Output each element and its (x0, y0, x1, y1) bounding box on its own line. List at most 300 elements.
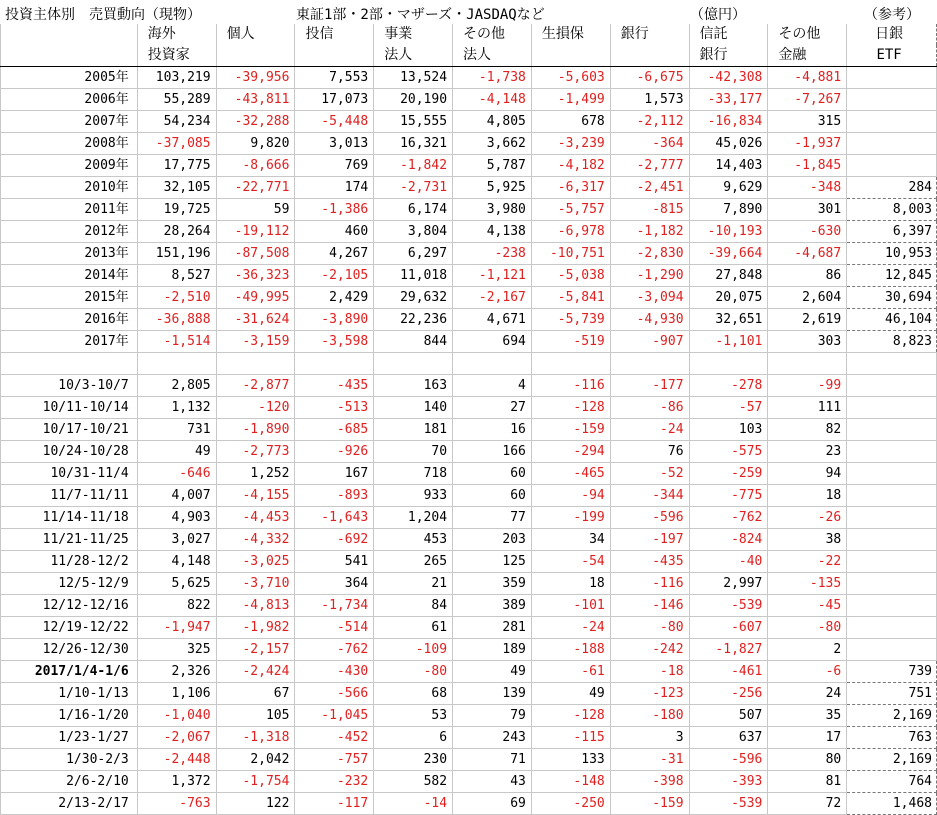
value-cell: -1,947 (137, 617, 216, 639)
value-cell: -513 (295, 397, 374, 419)
value-cell: -364 (610, 133, 689, 155)
value-cell: -5,603 (531, 67, 610, 89)
value-cell: 29,632 (374, 287, 453, 309)
value-cell: 76 (610, 441, 689, 463)
value-cell: -1,121 (453, 265, 532, 287)
empty-cell (610, 353, 689, 375)
value-cell: 4,671 (453, 309, 532, 331)
value-cell: -344 (610, 485, 689, 507)
value-cell: -24 (531, 617, 610, 639)
value-cell: -519 (531, 331, 610, 353)
value-cell: 3,027 (137, 529, 216, 551)
unit-label: （億円） (690, 7, 746, 23)
value-cell: 2,997 (689, 573, 768, 595)
value-cell: -242 (610, 639, 689, 661)
value-cell: -893 (295, 485, 374, 507)
header-row (1, 45, 937, 67)
value-cell: 19,725 (137, 199, 216, 221)
value-cell: 23 (768, 441, 847, 463)
value-cell: -109 (374, 639, 453, 661)
value-cell: -4,148 (453, 89, 532, 111)
value-cell: 5,787 (453, 155, 532, 177)
value-cell: -7,267 (768, 89, 847, 111)
value-cell: -4,881 (768, 67, 847, 89)
value-cell: -16,834 (689, 111, 768, 133)
etf-cell (847, 639, 937, 661)
value-cell: 103,219 (137, 67, 216, 89)
value-cell: 6,174 (374, 199, 453, 221)
empty-cell (1, 353, 138, 375)
value-cell: 1,252 (216, 463, 295, 485)
value-cell: 34 (531, 529, 610, 551)
value-cell: 389 (453, 595, 532, 617)
empty-cell (216, 353, 295, 375)
value-cell: -6,978 (531, 221, 610, 243)
value-cell: -1,738 (453, 67, 532, 89)
value-cell: 4 (453, 375, 532, 397)
value-cell: 844 (374, 331, 453, 353)
value-cell: -3,890 (295, 309, 374, 331)
value-cell: -5,841 (531, 287, 610, 309)
value-cell: -61 (531, 661, 610, 683)
value-cell: -1,734 (295, 595, 374, 617)
value-cell: -159 (610, 793, 689, 815)
value-cell: -3,159 (216, 331, 295, 353)
value-cell: -101 (531, 595, 610, 617)
value-cell: -3,094 (610, 287, 689, 309)
value-cell: 7,890 (689, 199, 768, 221)
value-cell: -199 (531, 507, 610, 529)
value-cell: 2,604 (768, 287, 847, 309)
row-label: 10/31-11/4 (1, 463, 138, 485)
value-cell: 582 (374, 771, 453, 793)
value-cell: -5,757 (531, 199, 610, 221)
table-row (1, 529, 937, 551)
value-cell: -685 (295, 419, 374, 441)
value-cell: -1,101 (689, 331, 768, 353)
value-cell: 166 (453, 441, 532, 463)
row-label: 2017年 (1, 331, 138, 353)
value-cell: 32,651 (689, 309, 768, 331)
value-cell: -19,112 (216, 221, 295, 243)
column-header (216, 45, 295, 67)
value-cell: 3,980 (453, 199, 532, 221)
row-label: 1/10-1/13 (1, 683, 138, 705)
row-label: 10/11-10/14 (1, 397, 138, 419)
value-cell: -80 (610, 617, 689, 639)
table-row (1, 199, 937, 221)
value-cell: 731 (137, 419, 216, 441)
value-cell: 68 (374, 683, 453, 705)
row-label: 2005年 (1, 67, 138, 89)
value-cell: 81 (768, 771, 847, 793)
value-cell: -1,827 (689, 639, 768, 661)
value-cell: 71 (453, 749, 532, 771)
value-cell: 61 (374, 617, 453, 639)
etf-cell (847, 573, 937, 595)
value-cell: 315 (768, 111, 847, 133)
value-cell: 2,042 (216, 749, 295, 771)
etf-cell (847, 595, 937, 617)
value-cell: 22,236 (374, 309, 453, 331)
value-cell: -2,451 (610, 177, 689, 199)
value-cell: -135 (768, 573, 847, 595)
value-cell: -539 (689, 595, 768, 617)
value-cell: -5,739 (531, 309, 610, 331)
etf-cell (847, 441, 937, 463)
value-cell: -2,830 (610, 243, 689, 265)
table-row (1, 397, 937, 419)
value-cell: -31,624 (216, 309, 295, 331)
column-header: ETF (847, 45, 937, 67)
etf-cell: 284 (847, 177, 937, 199)
column-header (1, 45, 138, 67)
value-cell: -926 (295, 441, 374, 463)
table-row (1, 155, 937, 177)
value-cell: -4,155 (216, 485, 295, 507)
value-cell: -4,687 (768, 243, 847, 265)
empty-cell (768, 353, 847, 375)
value-cell: -117 (295, 793, 374, 815)
value-cell: -4,182 (531, 155, 610, 177)
value-cell: -180 (610, 705, 689, 727)
value-cell: 77 (453, 507, 532, 529)
value-cell: 86 (768, 265, 847, 287)
value-cell: 140 (374, 397, 453, 419)
table-row (1, 705, 937, 727)
value-cell: -757 (295, 749, 374, 771)
row-label: 2/13-2/17 (1, 793, 138, 815)
row-label: 2013年 (1, 243, 138, 265)
table-row (1, 617, 937, 639)
spacer-row (1, 353, 937, 375)
value-cell: -2,877 (216, 375, 295, 397)
row-label: 11/28-12/2 (1, 551, 138, 573)
value-cell: -2,067 (137, 727, 216, 749)
value-cell: 17 (768, 727, 847, 749)
value-cell: -824 (689, 529, 768, 551)
value-cell: 54,234 (137, 111, 216, 133)
etf-cell: 764 (847, 771, 937, 793)
value-cell: 28,264 (137, 221, 216, 243)
etf-cell (847, 617, 937, 639)
value-cell: -575 (689, 441, 768, 463)
value-cell: -123 (610, 683, 689, 705)
value-cell: -630 (768, 221, 847, 243)
etf-cell: 1,468 (847, 793, 937, 815)
etf-cell: 12,845 (847, 265, 937, 287)
value-cell: -238 (453, 243, 532, 265)
table-row (1, 287, 937, 309)
value-cell: -2,510 (137, 287, 216, 309)
etf-cell: 8,823 (847, 331, 937, 353)
value-cell: -45 (768, 595, 847, 617)
value-cell: -33,177 (689, 89, 768, 111)
column-header: 個人 (216, 24, 295, 45)
value-cell: -763 (137, 793, 216, 815)
value-cell: -32,288 (216, 111, 295, 133)
value-cell: -4,453 (216, 507, 295, 529)
value-cell: 359 (453, 573, 532, 595)
value-cell: 174 (295, 177, 374, 199)
row-label: 10/3-10/7 (1, 375, 138, 397)
etf-cell (847, 89, 937, 111)
value-cell: -6,317 (531, 177, 610, 199)
value-cell: -2,167 (453, 287, 532, 309)
table-row (1, 133, 937, 155)
value-cell: 15,555 (374, 111, 453, 133)
value-cell: 9,629 (689, 177, 768, 199)
value-cell: -54 (531, 551, 610, 573)
value-cell: -348 (768, 177, 847, 199)
column-header: 銀行 (610, 24, 689, 45)
value-cell: 2 (768, 639, 847, 661)
row-label: 11/14-11/18 (1, 507, 138, 529)
etf-cell: 739 (847, 661, 937, 683)
value-cell: -197 (610, 529, 689, 551)
empty-cell (374, 353, 453, 375)
value-cell: 303 (768, 331, 847, 353)
table-row (1, 573, 937, 595)
column-header (531, 45, 610, 67)
empty-cell (531, 353, 610, 375)
value-cell: 53 (374, 705, 453, 727)
value-cell: -514 (295, 617, 374, 639)
value-cell: -259 (689, 463, 768, 485)
etf-cell (847, 419, 937, 441)
table-row (1, 89, 937, 111)
value-cell: 45,026 (689, 133, 768, 155)
value-cell: 151,196 (137, 243, 216, 265)
value-cell: -120 (216, 397, 295, 419)
value-cell: 49 (531, 683, 610, 705)
value-cell: -2,112 (610, 111, 689, 133)
value-cell: 265 (374, 551, 453, 573)
etf-cell: 30,694 (847, 287, 937, 309)
etf-cell (847, 507, 937, 529)
column-header: 信託 (689, 24, 768, 45)
value-cell: 189 (453, 639, 532, 661)
investor-flow-table (0, 24, 937, 815)
value-cell: -1,937 (768, 133, 847, 155)
value-cell: -177 (610, 375, 689, 397)
column-header: 法人 (453, 45, 532, 67)
value-cell: -146 (610, 595, 689, 617)
value-cell: 20,190 (374, 89, 453, 111)
value-cell: 6,297 (374, 243, 453, 265)
value-cell: -461 (689, 661, 768, 683)
value-cell: 79 (453, 705, 532, 727)
etf-cell (847, 529, 937, 551)
value-cell: -398 (610, 771, 689, 793)
value-cell: -116 (610, 573, 689, 595)
value-cell: -3,025 (216, 551, 295, 573)
value-cell: 822 (137, 595, 216, 617)
value-cell: -4,813 (216, 595, 295, 617)
value-cell: 364 (295, 573, 374, 595)
value-cell: -8,666 (216, 155, 295, 177)
value-cell: -18 (610, 661, 689, 683)
value-cell: -1,499 (531, 89, 610, 111)
value-cell: -815 (610, 199, 689, 221)
value-cell: -1,045 (295, 705, 374, 727)
value-cell: 13,524 (374, 67, 453, 89)
row-label: 10/24-10/28 (1, 441, 138, 463)
value-cell: -607 (689, 617, 768, 639)
value-cell: 17,073 (295, 89, 374, 111)
value-cell: -2,105 (295, 265, 374, 287)
value-cell: -86 (610, 397, 689, 419)
row-label: 10/17-10/21 (1, 419, 138, 441)
value-cell: 27 (453, 397, 532, 419)
table-row (1, 771, 937, 793)
header-row (1, 24, 937, 45)
etf-cell: 2,169 (847, 749, 937, 771)
value-cell: -128 (531, 705, 610, 727)
row-label: 2016年 (1, 309, 138, 331)
row-label: 2015年 (1, 287, 138, 309)
row-label: 2/6-2/10 (1, 771, 138, 793)
value-cell: 637 (689, 727, 768, 749)
value-cell: 49 (453, 661, 532, 683)
column-header: 投資家 (137, 45, 216, 67)
value-cell: 111 (768, 397, 847, 419)
value-cell: 1,573 (610, 89, 689, 111)
value-cell: -435 (295, 375, 374, 397)
table-row (1, 67, 937, 89)
value-cell: 301 (768, 199, 847, 221)
value-cell: 139 (453, 683, 532, 705)
value-cell: -116 (531, 375, 610, 397)
etf-cell: 8,003 (847, 199, 937, 221)
value-cell: -22 (768, 551, 847, 573)
table-row (1, 221, 937, 243)
column-header: 海外 (137, 24, 216, 45)
table-row (1, 243, 937, 265)
row-label: 2010年 (1, 177, 138, 199)
etf-cell: 10,953 (847, 243, 937, 265)
value-cell: -2,157 (216, 639, 295, 661)
value-cell: -762 (295, 639, 374, 661)
value-cell: 1,106 (137, 683, 216, 705)
value-cell: 60 (453, 463, 532, 485)
table-row (1, 265, 937, 287)
value-cell: -430 (295, 661, 374, 683)
value-cell: -775 (689, 485, 768, 507)
column-header: 金融 (768, 45, 847, 67)
value-cell: -1,754 (216, 771, 295, 793)
value-cell: -4,332 (216, 529, 295, 551)
value-cell: -5,448 (295, 111, 374, 133)
value-cell: -99 (768, 375, 847, 397)
value-cell: -1,040 (137, 705, 216, 727)
value-cell: -294 (531, 441, 610, 463)
value-cell: -39,956 (216, 67, 295, 89)
value-cell: -1,386 (295, 199, 374, 221)
row-label: 11/21-11/25 (1, 529, 138, 551)
value-cell: 133 (531, 749, 610, 771)
column-header: その他 (453, 24, 532, 45)
value-cell: -94 (531, 485, 610, 507)
value-cell: 55,289 (137, 89, 216, 111)
table-row (1, 683, 937, 705)
value-cell: 933 (374, 485, 453, 507)
value-cell: 11,018 (374, 265, 453, 287)
etf-cell: 751 (847, 683, 937, 705)
table-row (1, 419, 937, 441)
value-cell: 59 (216, 199, 295, 221)
etf-cell (847, 485, 937, 507)
row-label: 2008年 (1, 133, 138, 155)
value-cell: 105 (216, 705, 295, 727)
empty-cell (137, 353, 216, 375)
etf-cell (847, 155, 937, 177)
table-row (1, 727, 937, 749)
row-label: 2009年 (1, 155, 138, 177)
value-cell: 20,075 (689, 287, 768, 309)
value-cell: -596 (689, 749, 768, 771)
value-cell: 4,138 (453, 221, 532, 243)
value-cell: 14,403 (689, 155, 768, 177)
value-cell: 84 (374, 595, 453, 617)
value-cell: 3,013 (295, 133, 374, 155)
value-cell: 27,848 (689, 265, 768, 287)
value-cell: 167 (295, 463, 374, 485)
table-row (1, 507, 937, 529)
table-row (1, 441, 937, 463)
etf-cell: 6,397 (847, 221, 937, 243)
table-row (1, 177, 937, 199)
value-cell: 9,820 (216, 133, 295, 155)
value-cell: -2,773 (216, 441, 295, 463)
value-cell: 103 (689, 419, 768, 441)
value-cell: 49 (137, 441, 216, 463)
value-cell: -2,731 (374, 177, 453, 199)
row-label: 11/7-11/11 (1, 485, 138, 507)
empty-cell (847, 353, 937, 375)
value-cell: -42,308 (689, 67, 768, 89)
value-cell: 122 (216, 793, 295, 815)
value-cell: -36,323 (216, 265, 295, 287)
value-cell: -2,448 (137, 749, 216, 771)
value-cell: 67 (216, 683, 295, 705)
table-row (1, 331, 937, 353)
value-cell: -52 (610, 463, 689, 485)
value-cell: 82 (768, 419, 847, 441)
value-cell: 60 (453, 485, 532, 507)
value-cell: 1,204 (374, 507, 453, 529)
table-row (1, 111, 937, 133)
empty-cell (689, 353, 768, 375)
value-cell: 4,267 (295, 243, 374, 265)
value-cell: -692 (295, 529, 374, 551)
value-cell: 2,429 (295, 287, 374, 309)
value-cell: -36,888 (137, 309, 216, 331)
column-header (610, 45, 689, 67)
value-cell: 4,805 (453, 111, 532, 133)
etf-cell (847, 111, 937, 133)
value-cell: -39,664 (689, 243, 768, 265)
value-cell: -1,514 (137, 331, 216, 353)
value-cell: -57 (689, 397, 768, 419)
etf-cell (847, 67, 937, 89)
column-header: 事業 (374, 24, 453, 45)
value-cell: 70 (374, 441, 453, 463)
value-cell: -37,085 (137, 133, 216, 155)
value-cell: -278 (689, 375, 768, 397)
column-header: 生損保 (531, 24, 610, 45)
row-label: 2014年 (1, 265, 138, 287)
